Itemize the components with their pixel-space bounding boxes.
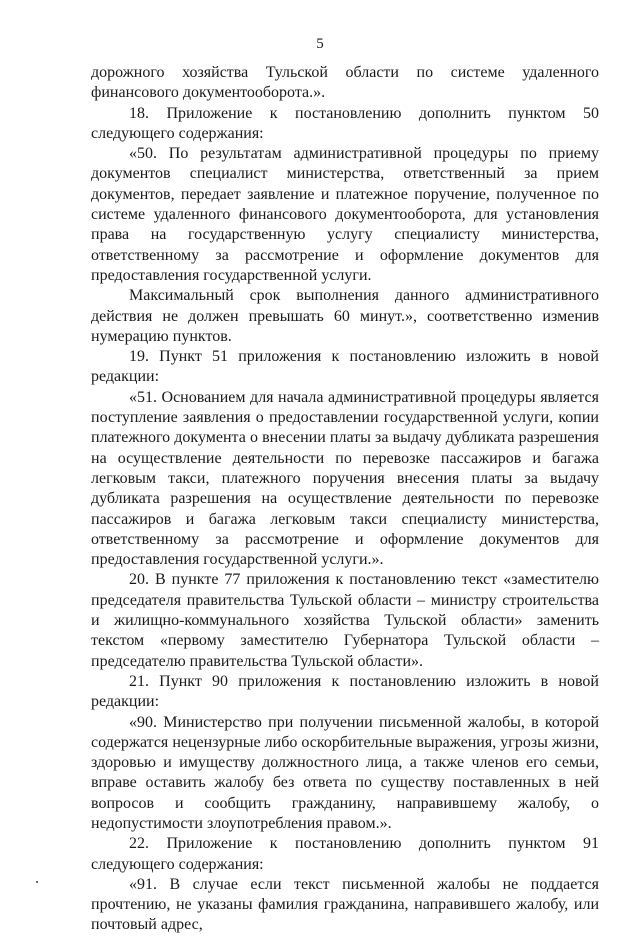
paragraph-max-time: Максимальный срок выполнения данного административного действия не должен превышать 60 минут.», соответственно изменив нумерацию пунктов. xyxy=(91,287,599,345)
paragraph-clause-51: «51. Основанием для начала административной процедуры является поступление заявления о предоставлении государственной услуги, копии платежного документа о внесении платы за выдачу дубликата разрешения на осуществление деятельности по перевозке пассажиров и багажа легковым такси, платежного поручения внесения платы за выдачу дубликата разрешения на осуществление деятельности по перевозке пассажиров и багажа легковым такси специалисту министерства, ответственному за рассмотрение и оформление документов для предоставления государственной услуги.». xyxy=(91,388,599,569)
paragraph-clause-50: «50. По результатам административной процедуры по приему документов специалист министерства, ответственный за прием документов, передает заявление и платежное поручение, полученное по системе удаленного финансового документооборота, для установления права на государственную услугу специалисту министерства, ответственному за рассмотрение и оформление документов для предоставления государственной услуги. xyxy=(91,145,599,284)
scan-artifact-dot xyxy=(36,881,38,883)
paragraph-item-18: 18. Приложение к постановлению дополнить пунктом 50 следующего содержания: xyxy=(91,104,599,142)
paragraph-item-22: 22. Приложение к постановлению дополнить пунктом 91 следующего содержания: xyxy=(91,835,599,873)
page-number: 5 xyxy=(316,36,324,52)
document-body xyxy=(91,63,599,936)
paragraph-item-21: 21. Пункт 90 приложения к постановлению изложить в новой редакции: xyxy=(91,672,599,711)
paragraph-item-19: 19. Пункт 51 приложения к постановлению изложить в новой редакции: xyxy=(91,348,599,386)
paragraph-item-20: 20. В пункте 77 приложения к постановлению текст «заместителю председателя правительства Тульской области – министру строительства и жилищно-коммунального хозяйства Тульской области» заменить текстом «первому заместителю Губернатора Тульской области – председателю правительства Тульской области». xyxy=(91,571,599,670)
paragraph-clause-90: «90. Министерство при получении письменной жалобы, в которой содержатся нецензурные либо оскорбительные выражения, угрозы жизни, здоровью и имуществу должностного лица, а также членов его семьи, вправе оставить жалобу без ответа по существу поставленных в ней вопросов и сообщить гражданину, направившему жалобу, о недопустимости злоупотребления правом.». xyxy=(91,713,599,832)
paragraph-continuation: дорожного хозяйства Тульской области по системе удаленного финансового документооборота.». xyxy=(91,64,599,102)
paragraph-clause-91: «91. В случае если текст письменной жалобы не поддается прочтению, не указаны фамилия гражданина, направившего жалобу, или почтовый адрес, xyxy=(91,875,599,934)
